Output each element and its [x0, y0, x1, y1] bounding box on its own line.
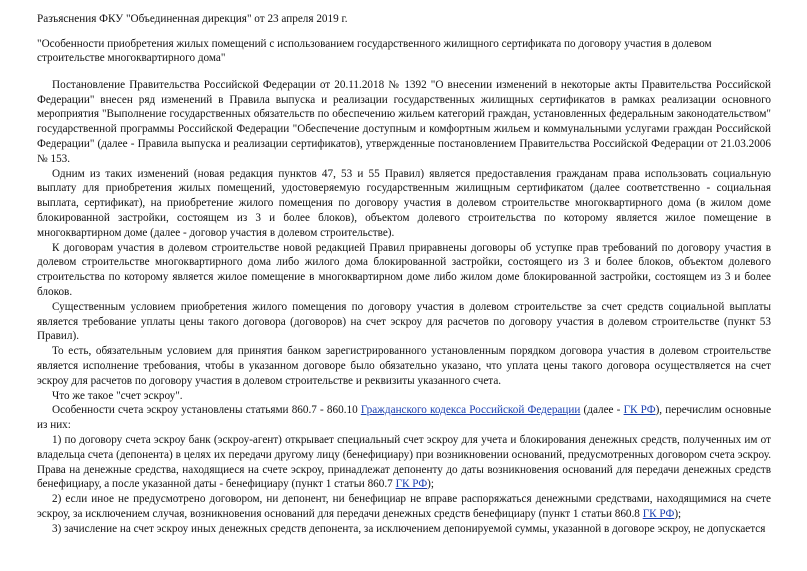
civil-code-link[interactable]: Гражданского кодекса Российской Федерации — [360, 404, 581, 417]
gk-rf-link[interactable]: ГК РФ — [623, 404, 656, 417]
paragraph-9 — [37, 492, 771, 522]
paragraph-8 — [37, 433, 771, 492]
paragraph-2: Одним из таких изменений (новая редакция пунктов 47, 53 и 55 Правил) является предоставления гражданам права использовать социальную выплату для приобретения жилых помещений, удостоверяемую государственным жилищным сертификатом (далее соответственно - социальная выплата, сертификат), на приобретение жилого помещения по договору участия в долевом строительстве многоквартирного дома (в жилом доме блокированной застройки, состоящем из 3 и более блоков), объектом долевого строительства по которому является жилое помещение в многоквартирном доме (далее - договор участия в долевом строительстве). — [37, 167, 771, 239]
paragraph-7-text-c: ), перечислим основные из них: — [37, 404, 772, 432]
paragraph-3: К договорам участия в долевом строительстве новой редакцией Правил приравнены договоры об уступке прав требований по договору участия в долевом строительстве многоквартирного дома либо жилого дома блокированной застройки, состоящего из 3 и более блоков, объектом долевого строительства по которому является жилое помещение в многоквартирном доме либо жилом доме блокированной застройки, состоящем из 3 и более блоков. — [37, 241, 771, 298]
gk-rf-link[interactable]: ГК РФ — [642, 507, 675, 520]
paragraph-1: Постановление Правительства Российской Федерации от 20.11.2018 № 1392 "О внесении изменений в некоторые акты Правительства Российской Федерации" внесен ряд изменений в Правила выпуска и реализации государственных жилищных сертификатов в рамках реализации основного мероприятия "Выполнение государственных обязательств по обеспечению жильем категорий граждан, установленных федеральным законодательством" государственной программы Российской Федерации "Обеспечение доступным и комфортным жильем и коммунальными услугами граждан Российской Федерации" (далее - Правила выпуска и реализации сертификатов), утвержденные постановлением Правительства Российской Федерации от 21.03.2006 № 153. — [37, 78, 771, 165]
paragraph-7 — [37, 403, 771, 433]
paragraph-6: Что же такое "счет эскроу". — [52, 389, 183, 402]
paragraph-5: То есть, обязательным условием для принятия банком зарегистрированного установленным порядком договора участия в долевом строительстве является исполнение требования, чтобы в указанном договоре было обязательно указано, что уплата цены такого договора осуществляется на счет эскроу для расчетов по договору участия в долевом строительстве и реквизиты указанного счета. — [37, 345, 771, 387]
paragraph-9-text-b: ); — [674, 507, 682, 520]
paragraph-8-text-b: ); — [427, 478, 435, 491]
paragraph-10: 3) зачисление на счет эскроу иных денежных средств депонента, за исключением депонируемой суммы, указанной в договоре эскроу, не допускается — [52, 522, 766, 535]
paragraph-8-text-a: 1) по договору счета эскроу банк (эскроу-агент) открывает специальный счет эскроу для учета и блокирования денежных средств, полученных им от владельца счета (депонента) в целях их передачи другому лицу (бенефициару) при возникновении оснований, предусмотренных договором счета эскроу. Права на денежные средства, находящиеся на счете эскроу, принадлежат депоненту до даты возникновения оснований для передачи денежных средств бенефициару, а после указанной даты - бенефициару (пункт 1 статьи 860.7 — [37, 433, 771, 491]
document-subtitle: "Особенности приобретения жилых помещений с использованием государственного жилищного сертификата по договору участия в долевом строительстве многоквартирного дома" — [37, 37, 712, 65]
paragraph-4: Существенным условием приобретения жилого помещения по договору участия в долевом строительстве за счет средств социальной выплаты является требование уплаты цены такого договора (договоров) на счет эскроу для расчетов по договору участия в долевом строительстве (пункт 53 Правил). — [37, 300, 771, 343]
paragraph-7-text-a: Особенности счета эскроу установлены статьями 860.7 - 860.10 — [52, 404, 358, 417]
document-title: Разъяснения ФКУ "Объединенная дирекция" от 23 апреля 2019 г. — [37, 13, 348, 25]
gk-rf-link[interactable]: ГК РФ — [395, 478, 428, 491]
paragraph-9-text-a: 2) если иное не предусмотрено договором, ни депонент, ни бенефициар не вправе распоряжаться денежными средствами, находящимися на счете эскроу, за исключением случая, возникновения оснований для передачи денежных средств бенефициару (пункт 1 статьи 860.8 — [37, 493, 771, 520]
paragraph-7-text-b: (далее - — [583, 404, 621, 417]
